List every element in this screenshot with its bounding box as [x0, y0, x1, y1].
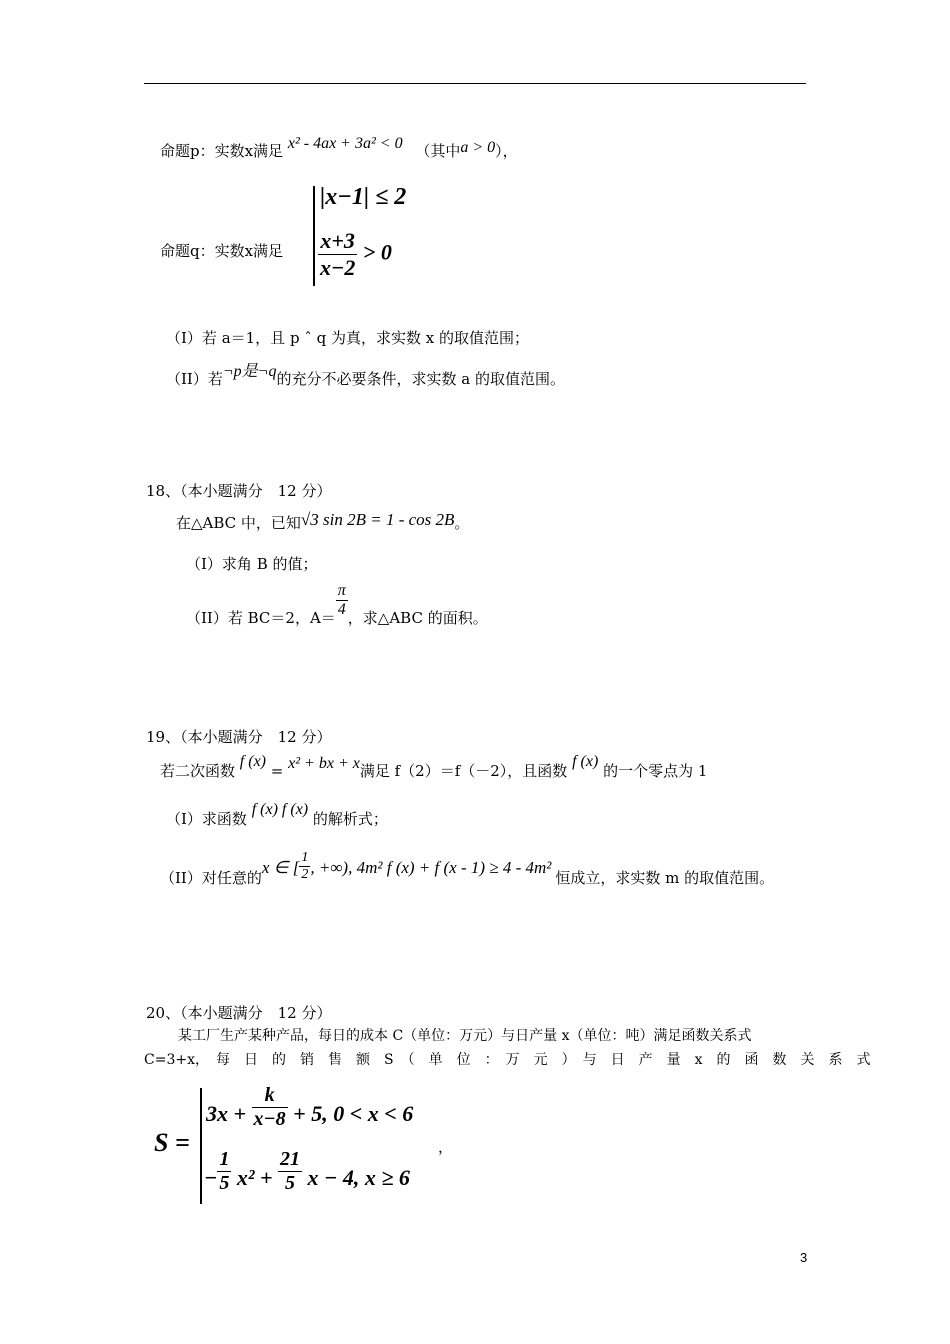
- q19-part2-prefix: （II）对任意的: [160, 868, 262, 887]
- q20-case1-den: x−8: [253, 1108, 286, 1130]
- q19-header: 19、（本小题满分 12 分）: [146, 728, 332, 746]
- q17-p-condition-end: ），: [495, 142, 518, 160]
- q18-frac-den: 4: [337, 601, 346, 618]
- q19-part2-math-b: , +∞), 4m² f (x) + f (x - 1) ≥ 4 - 4m²: [310, 857, 552, 877]
- q19-intro-c: 的一个零点为 1: [603, 762, 708, 780]
- q20-case1-a: 3x +: [206, 1100, 247, 1126]
- q17-part2-math: ¬p是¬q: [222, 363, 277, 380]
- q18-part2-prefix: （II）若 BC＝2，A＝: [186, 608, 336, 627]
- q19-fx-2: f (x): [572, 753, 599, 770]
- q20-case1-b: + 5, 0 < x < 6: [293, 1100, 414, 1126]
- q18-intro-math: √3 sin 2B = 1 - cos 2B: [300, 510, 455, 529]
- q19-fx: f (x): [239, 753, 266, 770]
- q20-case1: [206, 1084, 413, 1131]
- q19-intro: [160, 753, 708, 781]
- q18-intro-suffix: 。: [454, 514, 470, 532]
- q17-q-frac-den: x−2: [320, 255, 356, 280]
- q17-p-condition-math: a > 0: [460, 139, 496, 156]
- q18-frac-num: π: [337, 582, 346, 599]
- q20-case1-num: k: [252, 1084, 288, 1108]
- q20-header: 20、（本小题满分 12 分）: [146, 1004, 332, 1022]
- q20-case2-den1: 5: [219, 1172, 230, 1194]
- q20-line1: 某工厂生产某种产品，每日的成本 C（单位：万元）与日产量 x（单位：吨）满足函数关系式: [178, 1028, 752, 1044]
- q19-frac-num: 1: [301, 850, 309, 865]
- q19-eq: =: [270, 762, 284, 780]
- q20-piecewise-brace: [200, 1088, 202, 1204]
- q17-q-frac-num: x+3: [318, 228, 357, 255]
- q18-part1: （I）求角 B 的值；: [186, 555, 318, 573]
- q17-p-inequality: x² - 4ax + 3a² < 0: [287, 135, 403, 152]
- q17-q-prefix: 命题q：实数x满足: [160, 242, 284, 260]
- page-number: 3: [800, 1250, 808, 1265]
- q17-part2-suffix: 的充分不必要条件，求实数 a 的取值范围。: [276, 370, 565, 388]
- q17-p-prefix: 命题p：实数x满足: [160, 142, 284, 160]
- q19-intro-b: 满足 f（2）＝f（－2），且函数: [359, 762, 568, 780]
- q20-case2-den2: 5: [284, 1172, 295, 1194]
- q19-part2-math-a: x ∈ [: [261, 857, 300, 877]
- q20-case2: [204, 1148, 410, 1195]
- q17-q-line2: [318, 228, 392, 281]
- q19-part1-suffix: 的解析式；: [312, 810, 388, 828]
- q18-part2-suffix: ，求△ABC 的面积。: [347, 608, 488, 627]
- q17-q-line1: |x−1| ≤ 2: [320, 184, 407, 210]
- q17-q-brace: [313, 186, 315, 286]
- q20-trailing-comma: ，: [438, 1138, 454, 1156]
- q18-intro-prefix: 在△ABC 中，已知: [176, 514, 301, 532]
- q18-header: 18、（本小题满分 12 分）: [146, 482, 332, 500]
- q19-frac-den: 2: [301, 867, 309, 882]
- q18-part2: [186, 582, 488, 627]
- q20-case2-num2: 21: [279, 1148, 300, 1170]
- q20-line2: C=3+x， 每 日 的 销 售 额 S （ 单 位 ： 万 元 ） 与 日 产 量 x 的 函 数 关 系 式: [144, 1052, 871, 1068]
- q20-case2-b: x² +: [236, 1164, 273, 1190]
- q17-p-condition: （其中: [415, 142, 461, 160]
- q19-part2: [160, 850, 775, 887]
- q17-part1: （I）若 a＝1，且 p ˆ q 为真，求实数 x 的取值范围；: [166, 329, 529, 347]
- q19-poly: x² + bx + x: [288, 755, 360, 772]
- q19-part2-suffix: 恒成立，求实数 m 的取值范围。: [555, 868, 775, 887]
- q17-part2: [166, 363, 565, 389]
- q17-proposition-p: [160, 135, 518, 161]
- header-rule: [144, 83, 806, 84]
- q20-s-label: S =: [154, 1128, 190, 1157]
- q20-case2-num1: 1: [219, 1148, 230, 1170]
- q20-case2-a: −: [204, 1164, 218, 1190]
- q19-part1-math: f (x) f (x): [251, 801, 309, 818]
- q17-q-gt: > 0: [362, 239, 392, 265]
- q19-part1: [166, 801, 388, 829]
- q18-intro: [176, 512, 469, 533]
- q19-intro-a: 若二次函数: [160, 762, 236, 780]
- q19-part1-prefix: （I）求函数: [166, 810, 247, 828]
- q17-part2-prefix: （II）若: [166, 370, 223, 388]
- q20-case2-c: x − 4, x ≥ 6: [307, 1164, 410, 1190]
